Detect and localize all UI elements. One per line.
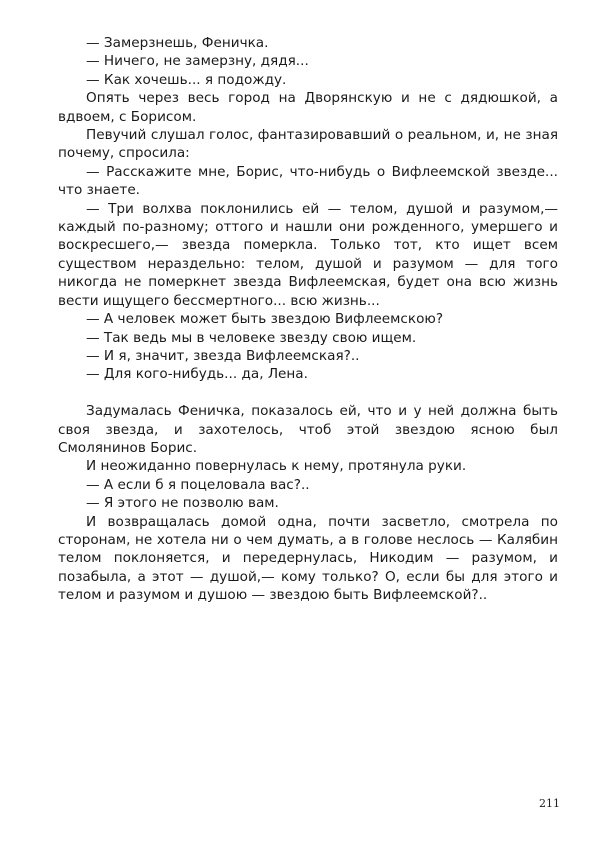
body-text [58,34,558,605]
paragraph: Опять через весь город на Дворянскую и не с дядюшкой, а вдвоем, с Борисом. [58,90,558,125]
paragraph: Задумалась Феничка, показалось ей, что и у ней должна быть своя звезда, и захотелось, чтоб этой звездою ясною был Смолянинов Борис. [58,403,558,456]
paragraph: — Я этого не позволю вам. [86,495,279,512]
paragraph: — Три волхва поклонились ей — телом, душой и разумом,— каждый по-разному; оттого и нашли они рожденного, умершего и воскресшего,— звезда померкла. Только тот, кто ищет всем существом нераздельно: телом, душой и разумом — для того никогда не померкнет звезда Вифлеемская, будет она всю жизнь вести ищущего бессмертного... всю жизнь... [58,200,558,309]
paragraph: Певучий слушал голос, фантазировавший о реальном, и, не зная почему, спросила: [58,127,558,162]
paragraph: — А человек может быть звездою Вифлеемскою? [86,311,444,328]
paragraph: — Как хочешь... я подожду. [86,71,287,88]
paragraph: — Расскажите мне, Борис, что-нибудь о Вифлеемской звезде... что знаете. [58,163,558,199]
paragraph: — Для кого-нибудь... да, Лена. [86,366,308,383]
paragraph: И возвращалась домой одна, почти засветло, смотрела по сторонам, не хотела ни о чем думать, а в голове неслось — Калябин телом поклоняется, и передернулась, Никодим — разумом, и позабыла, а этот — душой,— кому только? О, если бы для этого и телом и разумом и душою — звездою быть Вифлеемской?.. [58,513,558,604]
paragraph: И неожиданно повернулась к нему, протянула руки. [86,458,467,475]
page-number: 211 [539,797,560,810]
paragraph: — Так ведь мы в человеке звезду свою ищем. [86,329,417,346]
paragraph: — Ничего, не замерзну, дядя... [86,53,309,70]
paragraph: — Замерзнешь, Феничка. [86,35,269,51]
paragraph: — И я, значит, звезда Вифлеемская?.. [86,347,360,364]
paragraph: — А если б я поцеловала вас?.. [86,476,310,493]
